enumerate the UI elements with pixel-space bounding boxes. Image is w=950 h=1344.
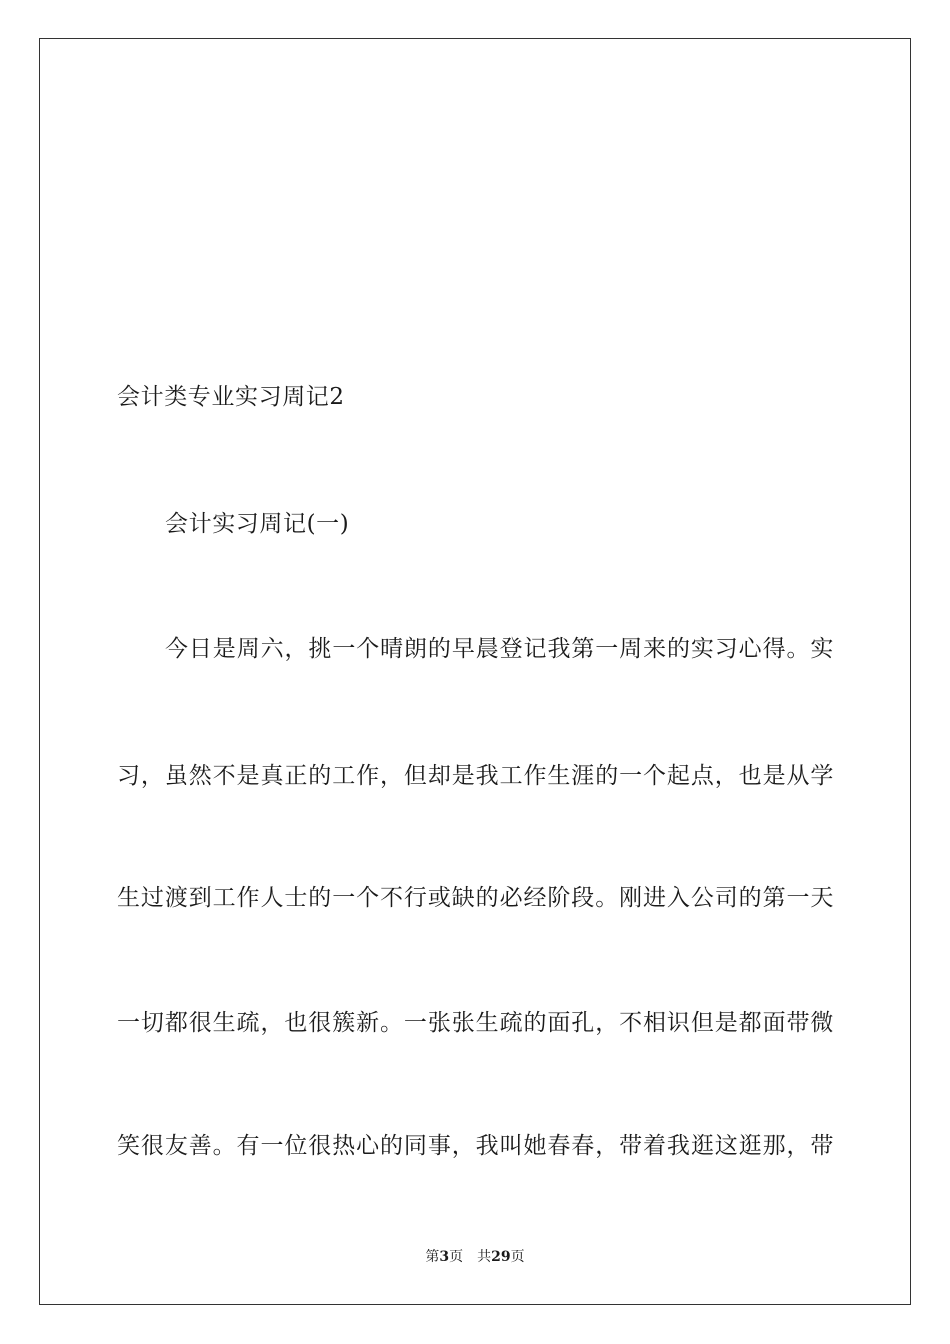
total-prefix: 共 (477, 1249, 492, 1265)
page-border (39, 38, 911, 1305)
body-line: 一切都很生疏，也很簇新。一张张生疏的面孔，不相识但是都面带微 (117, 1010, 834, 1036)
body-line: 笑很友善。有一位很热心的同事，我叫她春春，带着我逛这逛那，带 (117, 1133, 834, 1159)
page-footer (0, 1248, 950, 1266)
body-line: 习，虽然不是真正的工作，但却是我工作生涯的一个起点，也是从学 (117, 763, 834, 789)
page-prefix: 第 (425, 1249, 440, 1265)
body-line: 今日是周六，挑一个晴朗的早晨登记我第一周来的实习心得。实 (165, 636, 834, 662)
section-subtitle: 会计实习周记(一) (165, 511, 350, 537)
page-number: 3 (439, 1249, 450, 1265)
document-title: 会计类专业实习周记2 (117, 384, 345, 410)
page-suffix: 页 (449, 1249, 464, 1265)
total-suffix: 页 (510, 1249, 525, 1265)
body-line: 生过渡到工作人士的一个不行或缺的必经阶段。刚进入公司的第一天 (117, 885, 834, 911)
total-pages: 29 (491, 1249, 511, 1265)
